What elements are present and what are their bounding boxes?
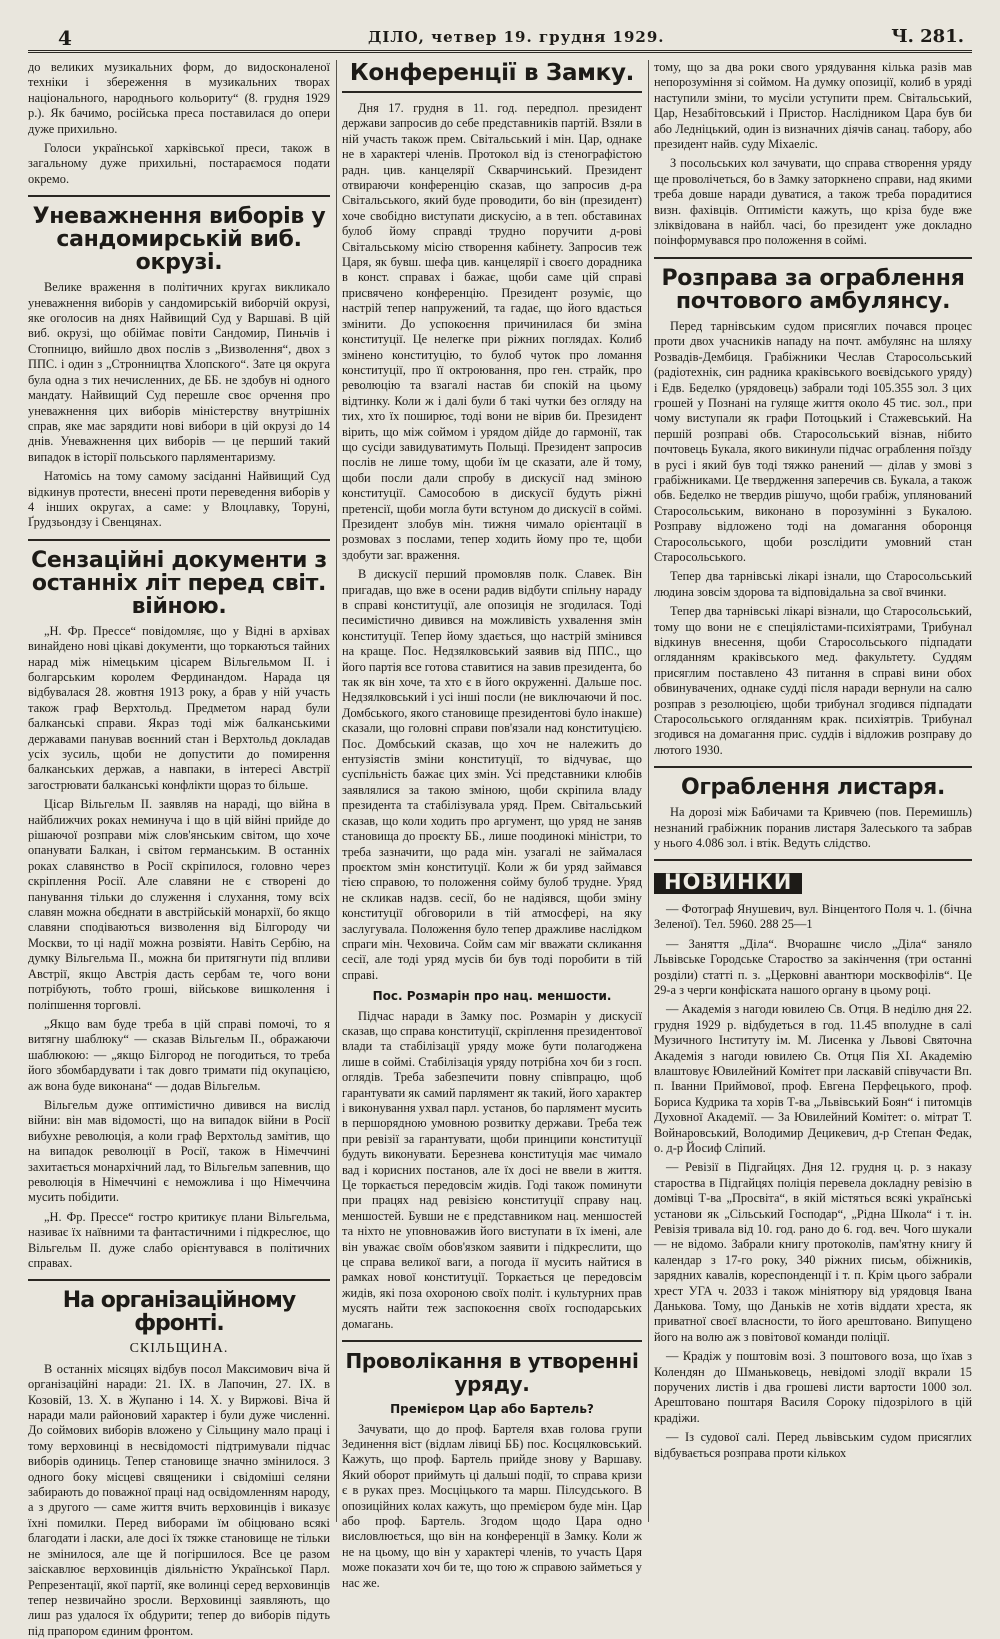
headline-trial: Розправа за ограблення почтового амбулянсу. — [661, 265, 965, 314]
news-item: — Крадіж у поштовім возі. З поштового воза, що їхав з Колендян до Шманьковець, невідомі злодії вкрали 15 поручених листів і два грошеві листи вартости 1000 зол. Арештовано поштаря Василя Сороку підозрілого в цій крадіжи. — [654, 1349, 972, 1425]
divider — [28, 1279, 330, 1281]
news-list — [654, 902, 972, 1461]
divider — [28, 539, 330, 541]
headline-mailman: Ограблення листаря. — [680, 775, 946, 801]
subheading-region: СКІЛЬЩИНА. — [129, 1341, 229, 1357]
article-paragraph: Велике враження в політичних кругах викликало уневажнення виборів у сандомирській виборчій окрузі, яке оголосив на днях Найвищий Суд у Варшаві. В цій виб. окрузі, що обіймає повіти Сандомир, Пиньчів і Стопницю, вийшло двох послів з „Визволення“, двох з ППС. і один з „Стронництва Хлопского“. Зате ця округа була одна з тих нечисленних, де ББ. не здобув ні одного мандату. Найвищий Суд перешле своє орчення про уневажнення цих виборів міністерству внутрішніх справ, яке має зарядити нові вибори в цій окрузі до 14 днів. Уневажнення цих виборів — це перший такий випадок в історії польського парляментаризму. — [28, 280, 330, 464]
headline-organization: На організаційному фронті. — [62, 1288, 296, 1337]
news-item: — Із судової салі. Перед львівським судом присяглих відбувається розправа проти кількох — [654, 1430, 972, 1460]
article-paragraph: Зачувати, що до проф. Бартеля вхав голова групи Зединення віст (відлам лівиці ББ) пос. Косцялковський. Кажуть, що проф. Бартель прийде знову у Варшаву. Який оборот приймуть ці дальші події, то справа кризи є в руках през. Мосціцького та марш. Пілсудського. В опозиційних колах кажуть, що премієром буде мін. Цар або проф. Бартель. Згодом щодо Цара одно висловлюється, що він на конференції в Замку. Коли ж не на цьому, що він у характері членів, то участь Царя може показати хоч би те, що тою ж справою займеться у нас же. — [342, 1421, 642, 1590]
subheading-rozmarin: Пос. Розмарін про нац. меншости. — [372, 989, 612, 1004]
headline-documents: Сензаційні документи з останніх літ перед світ. війною. — [31, 547, 327, 619]
column-left — [28, 60, 330, 1638]
column-right — [654, 60, 972, 1522]
article-paragraph: З посольських кол зачувати, що справа створення уряду ще проволічеться, бо в Замку заторкнено справи, над якими треба довше наради дуватися, а також треба порадитися визн. фахівців. Оптимісти кажуть, що кріза буде вже зліквідована в найбл. часі, бо президент уже докладно поінформувався про положення в соймі. — [654, 156, 972, 248]
masthead — [28, 20, 972, 53]
divider — [654, 257, 972, 259]
article-continuation: до великих музикальних форм, до видосконаленої техніки і збереження в музикальних творах національного, народнього кольориту“ (8. грудня 1929 р.). Як бачимо, російська преса поставилася до опери дуже прихильно. — [28, 60, 330, 136]
article-paragraph: „Якщо вам буде треба в цій справі помочі, то я витягну шаблюку“ — сказав Вільгельм II., ображаючи шаблюкою: — „якщо Білгород не погодиться, то треба його збомбардувати і так довго тримати під окупацією, аж вона буде виконана“ — додав Вільгельм. — [28, 1016, 330, 1093]
news-item: — Академія з нагоди ювилею Св. Отця. В неділю дня 22. грудня 1929 р. відбудеться в год. 11.45 вполудне в салі Музичного Інституту ім. М. Лисенка у Львові Святочна Академія з нагоди ювилею Св. Отця Пія XI. Академію влаштовує Ювилейний Комітет при ласкавій співучасти Вп. п. Іванни Приймової, проф. Евгена Перфецького, проф. Бориса Кудрика та хорів Т-ва „Львівський Боян“ і питомців Духовної Академії. — За Ювилейний Комітет: о. мітрат Т. Войнаровський, Володимир Децикевич, д-р Степан Федак, о. д-р Йосиф Сліпий. — [654, 1002, 972, 1155]
article-paragraph: Тепер два тарнівські лікарі візнали, що Старосольський, тому що вони не є спеціялістами-психіятрами, Трибунал відкинув внесення, щоби Старосольського підпадати огляданням краківського мед. факультету. Суддям присяглим поставлено 43 питання в справі вини обох обвинувачених, однаке судді після наради вернули на салю розправ з резолюцією, щоби трибунал згодився підпадати Старосольського огляданням крак. психіятрів. Трибунал згодився на домагання прис. суддів і відложив розправу до лютого 1930. — [654, 604, 972, 757]
article-paragraph: Підчас наради в Замку пос. Розмарін у дискусії сказав, що справа конституції, скріплення президентової влади та стабілізації уряду може бути полагоджена лише в соймі. Стабілізація уряду потрібна хоч би з госп. оглядів. Треба забезпечити повну співпрацю, щоб гарантувати як самий парлямент як такий, його характер і виконування ухвал парл. установ, бо парлямент мусить в першорядною умовною розвитку держави. Треба теж при ревізії за гарантувати, щоби принципи конституції будуть виконувати. Березнева конституція має чимало вад і корисних постанов, але їх досі не ввели в життя. Це торкається передовсім жидів. Годі також поминути при працях над ревізією конституції справу нац. меншостей. Бувши не є представником нац. меншостей та ніхто не уповноважив його виступати в їх імені, але він уважає своїм обов'язком заявити і підкреслити, що це справа великої ваги, а погода ії мусить найтися в рамках нової конституції. Торкається це передовсім жидів, які поза охороною своїх політ. і культурних прав мусять найти теж заспокоєння своїх господарських домагань. — [342, 1008, 642, 1331]
headline-government-delay: Проволікання в утворенні уряду. — [345, 1349, 639, 1397]
issue-number: Ч. 281. — [891, 26, 964, 47]
article-paragraph: „Н. Фр. Прессе“ повідомляє, що у Відні в архівах винайдено нові цікаві документи, що торкаються тайних нарад між німецьким цісарем Вільгельмом II. і болгарським королем Фердинандом. Нарада ця відбувалася 28. жовтня 1913 року, а брав у ній участь також граф Верхтольд. Предметом нарад були балканські справи. Якраз тоді між балканськими державами панував воєнний стан і Верхтольд докладав усіх зусиль, щоби не допустити до помирення балканських держав, а навпаки, в інтересі Австрії загострювати балканські конфлікти щораз то більше. — [28, 623, 330, 792]
column-middle — [342, 60, 642, 1590]
column-rule — [336, 60, 337, 1522]
divider — [28, 195, 330, 197]
headline-elections: Уневажнення виборів у сандомирській виб. окрузі. — [32, 204, 326, 276]
article-paragraph: „Н. Фр. Прессе“ гостро критикує плани Вільгельма, називає їх наївними та фантастичними і підкреслює, що Вільгельм II. дуже слабо орієнтувався в політичних справах. — [28, 1209, 330, 1270]
subheading-premier: Премієром Цар або Бартель? — [390, 1402, 594, 1417]
divider — [342, 91, 642, 93]
divider — [654, 766, 972, 768]
article-paragraph: Голоси української харківської преси, також в загальному дуже прихильні, постараємося подати окремо. — [28, 141, 330, 186]
article-paragraph: Дня 17. грудня в 11. год. передпол. президент держави запросив до себе представників партій. Взяли в ній участь також прем. Світальський і мін. Цар, однаке не в характері членів. Протокол від із стенографістою радн. цив. канцелярії Скварчинський. Президент отвираючи конференцію сказав, що запросив д-ра Світальського, який буде проводити, бо він (президент) хоче свобідно виступати дискусію, а в теп. обставинах булоб йому справді трудно поручити д-рові Світальському місію створення кабінету. Запросив теж Царя, як бувш. шефа цив. канцелярії і своєго дорадника в конст. справах і бажає, щоби саме цій справі присвячено конференцію. Президент розуміє, що настрій тепер напружений, та гадає, що його вдасться змінити. До успокоєння причинилася би зміна конституції. Це нелегке при ріжних поглядах. Колиб змінено конституцію, то булоб чуток про ломання конституції, про її октроювання, про ген. страйк, про революцію та взагалі настав би спокій на цьому відтинку. Коли ж і далі були б такі чутки без огляду на тих, хто їх поширює, тоді вони не вірив би. Президент вірить, що між соймом і урядом дійде до гармонії, так що сусіди завидуватимуть Польщі. Президент запросив послів не лише тому, щоби їм це сказати, але й тому, щоби посли дали спробу в дискусії над зміною конституції. Самособою в дискусії будуть ріжні претенсії, щоби могла бути встуном до дискусії в соймі. Президент злобув мін. тижня чимало орієнтації в розмовах з послами, тепер ходить йому про те, щоби здобути заг. враження. — [342, 101, 642, 562]
column-rule — [648, 60, 649, 1522]
headline-conference: Конференції в Замку. — [349, 60, 635, 86]
article-paragraph: Цісар Вільгельм II. заявляв на нараді, що війна в найближчих роках неминуча і що в цій війні прийде до рішаючої розправи між слов'янським світом, що хоче опанувати Балкан, і світом германським. В останніх роках славянство в Росії скріпилося, головно через скріплення Росії. Але славяни не є створені до панування тільки до служення і слухання, тому всіх славян можна обєднати в австрійській монархії, бо якщо славяни сподіваються визволення від Білгороду чи Москви, то ці надії можна розвіяти. Навіть Сербію, на думку Вільгельма II., можна би притягнути під впливи Австрії, якщо Австрія дасть сербам те, чого вони потрібують, тобто гроші, військове вишколення і поліпшення торговлі. — [28, 797, 330, 1012]
article-paragraph: Вільгельм дуже оптимістично дивився на вислід війни: він мав відомості, що на випадок війни в Росії вибухне революція, а коли граф Верхтольд замітив, що на випадок революції в Росії, також в Німеччині захитається монархічний лад, то Вільгельм запевнив, що революція в Німеччині є неможлива і що Німеччина мусить побідити. — [28, 1097, 330, 1205]
news-item: — Ревізії в Підгайцях. Дня 12. грудня ц. р. з наказу староства в Підгайцях поліція перевела докладну ревізію в домівці Т-ва „Просвіта“, в якій містяться всякі українські установи як „Сільський Господар“, „Рідна Школа“ і т. ін. Ревізія тривала від 10. год. рано до 6. год. веч. Чого шукали — не відомо. Забрали книгу протоколів, пам'ятну книгу й календар з 17-го року, 340 ріжних письм, обіжників, зарядних кавалів, кореспонденції і т. п. Крім цього забрали хрест УГА ч. 2033 і також мініятюру від урядовця Івана Данькова. Тому, що Даньків не хотів віддати хреста, як приватної своєї власности, то його арештовано. Випущено його на волю аж з повітової команди поліції. — [654, 1160, 972, 1344]
divider — [654, 859, 972, 861]
news-section-header: НОВИНКИ — [654, 873, 802, 893]
article-paragraph: Тепер два тарнівські лікарі ізнали, що Старосольський людина зовсім здорова та відповідальна за свої вчинки. — [654, 569, 972, 599]
article-continuation: тому, що за два роки свого урядування кілька разів мав непорозуміння зі соймом. На думку опозиції, колиб в уряді наступили зміни, то мусіли уступити прем. Світальський, Цар, Незабітовський і Пристор. Наслідником Цара був би або Ледніцький, один із визначних діячів санац. табору, або президент найв. суду Міхаеліс. — [654, 60, 972, 152]
article-paragraph: В дискусії перший промовляв полк. Славек. Він пригадав, що вже в осени радив відбути спільну нараду в справі конституції, але опозиція не згодилася. Тоді песимістично дивився на можливість ухвалення змін конституції. Тепер йому здається, що настрій змінився на краще. Пос. Недзялковський заявив від ППС., що його партія все готова ставитися на завив президента, бо так як він хоче, та хто є в його окруженні. Дальше пос. Недзялковський і усі інші посли (не виключаючи й пос. Домбського, якого становище президентові було інакше) сказали, що головні справи пов'язали над конституцією. Пос. Домбський сказав, що хоч не належить до ентузіястів зміни конституції, то відчуває, що суспільність бажає цих змін. Усі представники клюбів заявлялися за такою зміною, щоби скріпила владу президента та стабілізувала уряд. Прем. Світальський сказав, що коли ходить про аргумент, що уряд не заняв становища до проєкту ББ., лише поодинокі міністри, то треба зазначити, що рада мін. узагалі не займалася проєктом змін конституції. Коли ж би уряд займався тією справою, то положення сойму булоб трудне. Уряд не скликав надзв. сесії, бо не надіявся, щоби зміну конституції обговорили в тій атмосфері, на яку заслугувала. Положення було тепер дражливе наслідком спраги мін. Чеховича. Сойм сам міг вважати скликання сесії, але тоді уряд мусів би був тоді поробити в тій справі. — [342, 567, 642, 982]
article-paragraph: На дорозі між Бабичами та Кривчею (пов. Перемишль) незнаний грабіжник поранив листаря Залеського та забрав у нього 4.086 зол. і втік. Ведуть слідство. — [654, 805, 972, 851]
news-item: — Фотограф Янушевич, вул. Вінцентого Поля ч. 1. (бічна Зеленої). Тел. 5960. 288 25—1 — [654, 901, 972, 932]
page-number: 4 — [58, 26, 72, 50]
divider — [342, 1340, 642, 1342]
article-paragraph: Перед тарнівським судом присяглих почався процес проти двох учасників нападу на почт. амбулянс на шляху Розвадів-Дембиця. Грабіжники Чеслав Старосольський (радіотехнік, син радника краківського воєвідського уряду) і Едв. Беделко (урядовець) забрали тоді 105.355 зол. З цих грошей у Познані на гуляще життя около 45 тис. зол., при чому виступали як графи Потоцький і Стажевський. На першій розправі обв. Старосольський візнав, нібито почтовець Букала, якого викинули підчас ограблення поїзду в русі і який був тоді тяжко ранений — ділав у змові з грабіжниками. Це твердження заперечив св. Букала, а також обв. Беделко не твердив рішучо, щоби грабіж, уплянований Старосольським, виконано в порозумінні з Букалою. Розправу відложено тоді на домагання оборонця Старосольського, щоби розслідити умовний стан Старосольського. — [654, 318, 972, 564]
paper-date: ДІЛО, четвер 19. грудня 1929. — [368, 28, 665, 46]
news-item: — Заняття „Діла“. Вчорашнє число „Діла“ заняло Львівське Городське Староство за закінчення (три останні розділи) статті п. з. „Церковні авантюри москвофілів“. Це 29-а з черги конфіската нашого органу в цьому році. — [654, 936, 972, 997]
article-paragraph: В останніх місяцях відбув посол Максимович віча й організаційні наради: 21. IX. в Лапочин, 27. IX. в Козовій, 13. X. в Жупаню і 14. X. у Виржові. Віча й наради мали районовий характер і були дуже численні. До соймових виборів вложено у Сільщину мало праці і тому верховинці в несвідомості підтримували підчас виборів одиниць. Тепер становище значно змінилося. З одного боку місцеві священики і свідоміші селяни забирають до поважної праці над освідомленням народу, а з другого — саме життя вчить верховинців і виказує їхні помилки. Перед виборами їм обіцювано всякі благодати і ласки, але досі їх тяжке становище не тільки не змінилося, але ще й погіршилося. Все це разом заіскавлює верховинців діяльністю Української Парл. Репрезентації, якої партії, яке волинці серед верховинців тепер незвичайно зросли. Верховинці заявляють, що лиш раз удалося їх обдурити; тепер до виборів підуть під прапором єдиним фронтом. — [28, 1361, 330, 1638]
article-paragraph: Натомісь на тому самому засіданні Найвищий Суд відкинув протести, внесені проти переведення виборів у 4 інших округах, а саме: у Влоцлавку, Торуні, Ґрудзьондзу і Свенцянах. — [28, 469, 330, 530]
